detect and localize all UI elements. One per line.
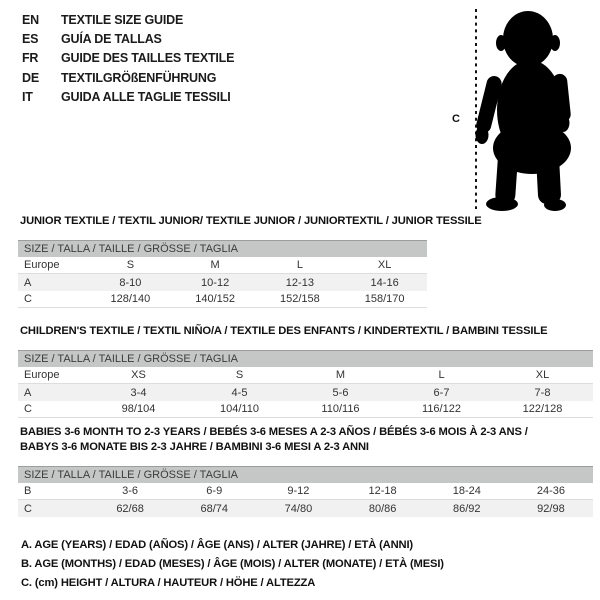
table-title: CHILDREN'S TEXTILE / TEXTIL NIÑO/A / TEXTILE DES ENFANTS / KINDERTEXTIL / BAMBINI TESSILE — [20, 325, 548, 337]
table-row — [18, 291, 427, 308]
table-row — [18, 401, 593, 418]
table-row — [18, 483, 593, 500]
table-cell: 6-9 — [206, 485, 223, 497]
table-cell: 86/92 — [453, 502, 481, 515]
table-title-line2: BABYS 3-6 MONATE BIS 2-3 JAHRE / BAMBINI 3-6 MESI A 2-3 ANNI — [20, 441, 369, 453]
lang-row-de — [22, 68, 234, 87]
size-header-bar: SIZE / TALLA / TAILLE / GRÖSSE / TAGLIA — [18, 240, 427, 257]
table-cell: 74/80 — [284, 502, 313, 515]
table-cell: 3-6 — [122, 485, 139, 497]
table-cell: 6-7 — [433, 386, 450, 399]
table-cell: 158/170 — [364, 293, 405, 305]
table-body — [18, 483, 593, 517]
lang-title: GUÍA DE TALLAS — [61, 31, 162, 46]
table-cell: 152/158 — [279, 293, 320, 305]
table-cell: 4-5 — [231, 386, 248, 399]
legend-notes — [21, 536, 444, 593]
table-cell: M — [335, 369, 346, 381]
table-cell: M — [210, 259, 220, 271]
junior-size-table — [18, 214, 482, 308]
note-age-months: B. AGE (MONTHS) / EDAD (MESES) / ÂGE (MOIS) / ALTER (MONATE) / ETÀ (MESI) — [21, 558, 444, 570]
table-cell: 5-6 — [332, 386, 349, 399]
lang-code: FR — [22, 51, 39, 66]
size-header-bar: SIZE / TALLA / TAILLE / GRÖSSE / TAGLIA — [18, 350, 593, 367]
note-age-years: A. AGE (YEARS) / EDAD (AÑOS) / ÂGE (ANS) / ALTER (JAHRE) / ETÀ (ANNI) — [21, 539, 413, 551]
lang-title: TEXTILE SIZE GUIDE — [61, 12, 184, 27]
table-cell: 68/74 — [200, 502, 229, 515]
table-cell: S — [126, 259, 135, 271]
lang-row-es — [22, 29, 234, 48]
table-cell: 9-12 — [287, 485, 310, 497]
row-label: B — [24, 485, 32, 497]
table-row — [18, 500, 593, 517]
child-silhouette-icon — [475, 11, 572, 211]
lang-code: ES — [22, 31, 39, 46]
table-title: BABIES 3-6 MONTH TO 2-3 YEARS / BEBÉS 3-6 MESES A 2-3 AÑOS / BÉBÉS 3-6 MOIS À 2-3 ANS / — [20, 426, 528, 438]
table-cell: 7-8 — [534, 386, 551, 399]
table-row — [18, 384, 593, 401]
table-cell: 92/98 — [537, 502, 565, 515]
lang-row-en — [22, 10, 234, 29]
table-row — [18, 257, 427, 274]
lang-row-it — [22, 87, 234, 106]
table-cell: 14-16 — [370, 276, 399, 289]
row-label: C — [24, 403, 32, 415]
children-size-table — [18, 324, 593, 418]
lang-title: TEXTILGRÖßENFÜHRUNG — [61, 70, 217, 85]
note-height: C. (cm) HEIGHT / ALTURA / HAUTEUR / HÖHE / ALTEZZA — [21, 577, 316, 589]
table-cell: 62/68 — [116, 502, 144, 515]
table-row — [18, 274, 427, 291]
lang-title: GUIDA ALLE TAGLIE TESSILI — [61, 89, 231, 104]
lang-code: EN — [22, 12, 39, 27]
row-label: A — [24, 386, 32, 399]
table-cell: 8-10 — [119, 276, 142, 289]
table-cell: 128/140 — [110, 293, 151, 305]
table-cell: XL — [377, 259, 392, 271]
language-title-list — [22, 10, 234, 106]
table-cell: 24-36 — [536, 485, 566, 497]
table-title: JUNIOR TEXTILE / TEXTIL JUNIOR/ TEXTILE JUNIOR / JUNIORTEXTIL / JUNIOR TESSILE — [20, 215, 482, 227]
table-cell: 98/104 — [121, 403, 156, 415]
table-cell: L — [438, 369, 445, 381]
table-cell: 110/116 — [321, 403, 360, 415]
table-cell: 80/86 — [368, 502, 397, 515]
table-cell: 10-12 — [201, 276, 230, 289]
table-cell: XL — [535, 369, 550, 381]
lang-row-fr — [22, 49, 234, 68]
table-cell: 116/122 — [422, 403, 461, 415]
row-label: C — [24, 293, 32, 305]
lang-code: IT — [22, 89, 33, 104]
table-cell: 12-13 — [285, 276, 314, 289]
table-row — [18, 367, 593, 384]
height-label: C — [452, 113, 460, 125]
table-cell: 3-4 — [130, 386, 147, 399]
table-cell: 104/110 — [220, 403, 259, 415]
size-header-bar: SIZE / TALLA / TAILLE / GRÖSSE / TAGLIA — [18, 466, 593, 483]
table-body — [18, 367, 593, 418]
lang-code: DE — [22, 70, 39, 85]
table-cell: L — [296, 259, 303, 271]
table-cell: 18-24 — [452, 485, 481, 497]
table-cell: 12-18 — [368, 485, 397, 497]
row-label: Europe — [24, 259, 60, 271]
babies-size-table — [18, 425, 593, 517]
table-body — [18, 257, 427, 308]
height-figure — [440, 4, 600, 216]
lang-title: GUIDE DES TAILLES TEXTILE — [61, 51, 235, 66]
row-label: Europe — [24, 369, 60, 381]
table-cell: XS — [131, 369, 146, 381]
table-cell: 140/152 — [195, 293, 235, 305]
row-label: A — [24, 276, 32, 289]
row-label: C — [24, 502, 32, 515]
table-cell: S — [235, 369, 244, 381]
table-cell: 122/128 — [522, 403, 563, 415]
